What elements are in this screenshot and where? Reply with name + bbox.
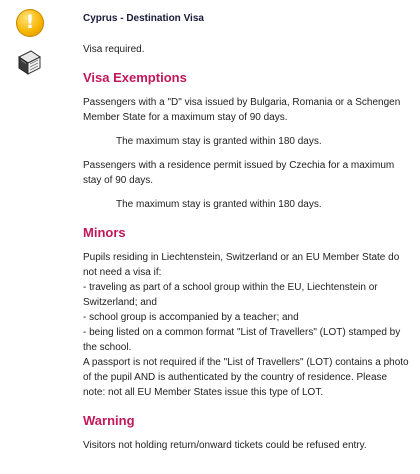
minors-line: - school group is accompanied by a teacher; and [83, 312, 299, 323]
section-heading-warning: Warning [83, 413, 135, 428]
section-heading-visa-exemptions: Visa Exemptions [83, 70, 187, 85]
minors-line: Pupils residing in Liechtenstein, Switzerland or an EU Member State do not need a visa if: [83, 252, 400, 278]
minors-paragraph [83, 250, 409, 400]
minors-line: A passport is not required if the "List of Travellers" (LOT) contains a photo of the pupil AND is authenticated by the country of residence. Please note: not all EU Member States issue this type of LOT. [83, 357, 409, 398]
minors-line: - being listed on a common format "List of Travellers" (LOT) stamped by the school. [83, 327, 401, 353]
exemption-paragraph: Passengers with a "D" visa issued by Bulgaria, Romania or a Schengen Member State for a maximum stay of 90 days. [83, 97, 401, 123]
visa-status-text: Visa required. [83, 44, 145, 55]
exemption-paragraph: Passengers with a residence permit issued by Czechia for a maximum stay of 90 days. [83, 160, 395, 186]
section-heading-minors: Minors [83, 225, 126, 240]
exemption-note: The maximum stay is granted within 180 days. [116, 199, 322, 210]
exclamation-circle-icon: ! [16, 9, 44, 37]
visa-content [83, 11, 409, 462]
book-icon [15, 48, 43, 76]
minors-line: - traveling as part of a school group within the EU, Liechtenstein or Switzerland; and [83, 282, 378, 308]
exemption-note: The maximum stay is granted within 180 days. [116, 136, 322, 147]
warning-text: Visitors not holding return/onward tickets could be refused entry. [83, 440, 367, 451]
page-title: Cyprus - Destination Visa [83, 13, 204, 24]
